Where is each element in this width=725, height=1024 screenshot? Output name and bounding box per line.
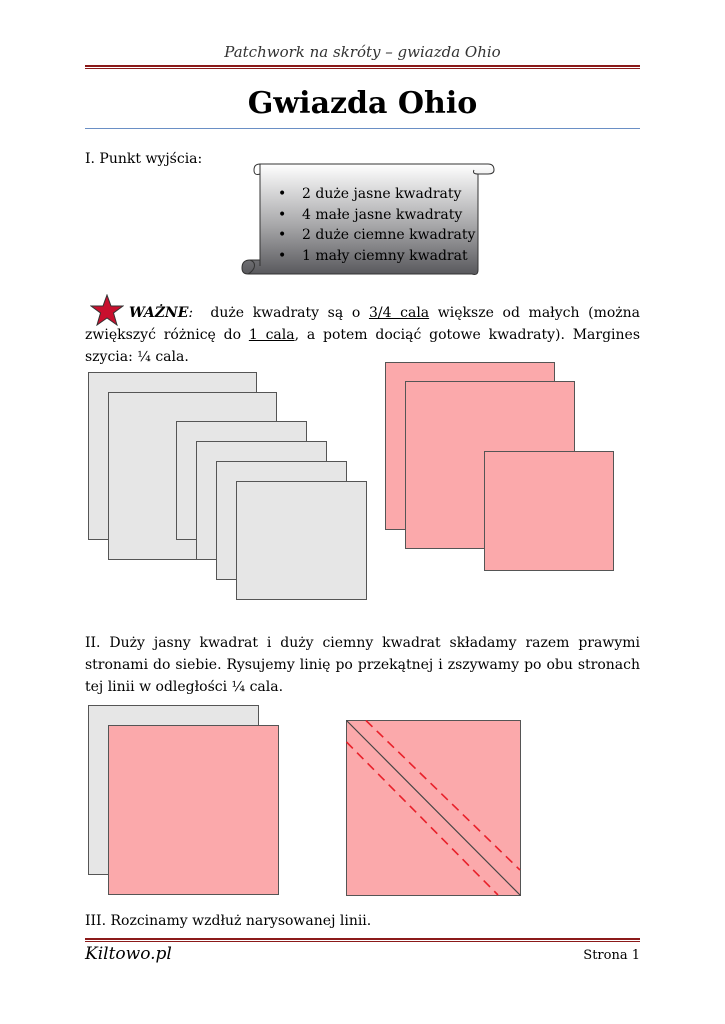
title-rule (85, 128, 640, 129)
small-dark-square (484, 451, 614, 571)
page-title: Gwiazda Ohio (247, 86, 478, 121)
important-text-2: większe od małych (można zwiększyć różnicę do (85, 305, 641, 343)
list-item: • 4 małe jasne kwadraty (278, 205, 475, 226)
important-text-1: duże kwadraty są o (210, 305, 361, 321)
header-rule (85, 65, 640, 69)
stitched-square (346, 720, 521, 896)
important-note: WAŻNE: duże kwadraty są o 3/4 cala większe od małych (można zwiększyć różnicę do 1 cala, a potem dociąć gotowe kwadraty). Margines szycia: ¼ cala. (85, 305, 641, 365)
important-link-1: 3/4 cala (368, 305, 430, 321)
important-label: WAŻNE (129, 305, 189, 321)
important-text-3: , a potem dociąć gotowe kwadraty). Margines szycia: ¼ cala. (85, 327, 640, 365)
list-item: • 2 duże ciemne kwadraty (278, 225, 475, 246)
running-header: Patchwork na skróty – gwiazda Ohio (224, 43, 501, 61)
large-dark-square (108, 725, 279, 895)
footer-site: Kiltowo.pl (85, 944, 172, 964)
section-2-text: II. Duży jasny kwadrat i duży ciemny kwadrat składamy razem prawymi stronami do siebie. Rysujemy linię po przekątnej i zszywamy po obu stronach tej linii w odległości ¼ cala. (85, 635, 640, 695)
materials-list (278, 184, 475, 266)
section-3-text: III. Rozcinamy wzdłuż narysowanej linii. (85, 913, 372, 929)
small-light-square (236, 481, 367, 600)
footer-rule (85, 938, 640, 942)
important-link-2: 1 cala (248, 327, 295, 343)
list-item: • 1 mały ciemny kwadrat (278, 246, 475, 267)
footer-page-number: Strona 1 (583, 948, 640, 963)
list-item: • 2 duże jasne kwadraty (278, 184, 475, 205)
section-1-heading: I. Punkt wyjścia: (85, 151, 203, 167)
